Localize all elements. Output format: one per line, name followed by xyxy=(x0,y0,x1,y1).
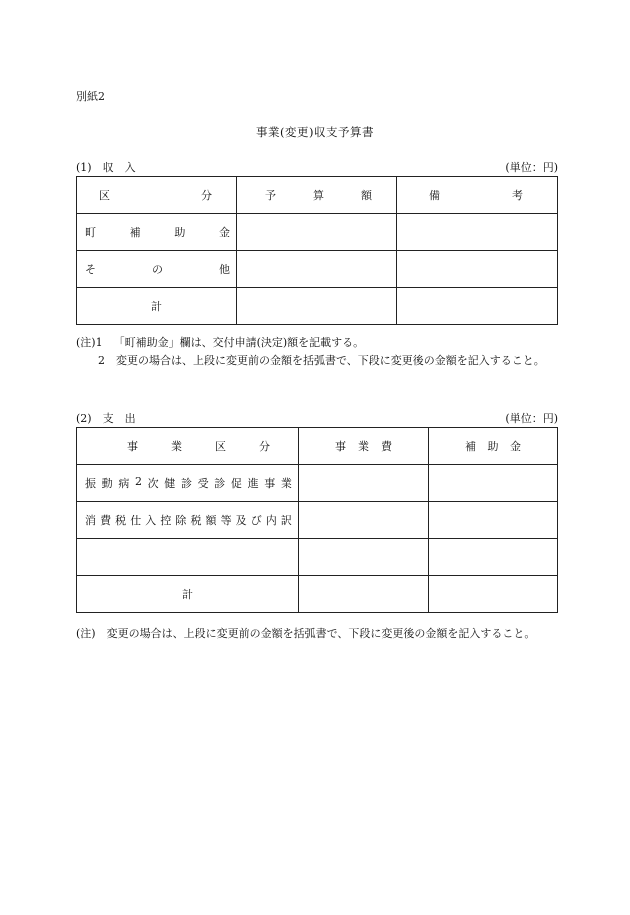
income-budget-cell[interactable] xyxy=(237,251,397,288)
char: 健 xyxy=(164,477,176,490)
char: 内 xyxy=(265,514,277,527)
income-header-remarks xyxy=(397,177,558,214)
note-text: 変更の場合は、上段に変更前の金額を括弧書で、下段に変更後の金額を記入すること。 xyxy=(106,627,536,640)
char: 費 xyxy=(100,514,112,527)
char: 次 xyxy=(147,477,159,490)
expense-subsidy-cell[interactable] xyxy=(429,502,558,539)
spread-text xyxy=(265,187,372,203)
char: 業 xyxy=(358,440,369,453)
spread-text xyxy=(335,438,392,454)
char: 税 xyxy=(190,514,202,527)
char: 業 xyxy=(280,477,292,490)
char: 動 xyxy=(101,477,113,490)
table-row xyxy=(77,576,558,613)
expense-heading: (2) 支 出 xyxy=(76,412,136,425)
char: 事 xyxy=(335,440,346,453)
char: 分 xyxy=(259,440,270,453)
expense-header-category xyxy=(77,428,299,465)
note-item xyxy=(76,334,562,352)
char: 補 xyxy=(129,226,141,239)
char: の xyxy=(152,263,163,276)
char: 診 xyxy=(180,477,192,490)
char: 備 xyxy=(429,189,440,202)
char: 振 xyxy=(85,477,96,490)
income-header-category xyxy=(77,177,237,214)
income-budget-cell[interactable] xyxy=(237,214,397,251)
char: 進 xyxy=(247,477,259,490)
income-total-label: 計 xyxy=(77,288,237,325)
expense-table xyxy=(76,427,558,613)
char: 税 xyxy=(115,514,127,527)
char: 業 xyxy=(171,440,182,453)
char: 訳 xyxy=(280,514,292,527)
char: 費 xyxy=(381,440,392,453)
expense-cost-cell[interactable] xyxy=(299,576,429,613)
spread-text xyxy=(85,224,230,240)
expense-unit: (単位：円) xyxy=(505,412,558,425)
income-remarks-cell[interactable] xyxy=(397,214,558,251)
char: そ xyxy=(85,263,96,276)
char: 予 xyxy=(265,189,276,202)
char: 除 xyxy=(175,514,187,527)
spread-text xyxy=(127,438,270,454)
expense-header-subsidy xyxy=(429,428,558,465)
char: 消 xyxy=(85,514,96,527)
expense-cost-cell[interactable] xyxy=(299,465,429,502)
char: 助 xyxy=(174,226,186,239)
spread-text xyxy=(99,187,212,203)
income-header-row xyxy=(77,177,558,214)
char: 金 xyxy=(218,226,230,239)
char: 金 xyxy=(510,440,521,453)
spread-text xyxy=(85,475,292,491)
expense-subsidy-cell[interactable] xyxy=(429,465,558,502)
expense-row-label xyxy=(77,502,299,539)
expense-cost-cell[interactable] xyxy=(299,539,429,576)
expense-row-label[interactable] xyxy=(77,539,299,576)
char: 区 xyxy=(99,189,110,202)
income-header-budget xyxy=(237,177,397,214)
spread-text xyxy=(85,261,230,277)
expense-row-label xyxy=(77,465,299,502)
expense-cost-cell[interactable] xyxy=(299,502,429,539)
expense-header-cost xyxy=(299,428,429,465)
spread-text xyxy=(465,438,521,454)
income-row-label xyxy=(77,251,237,288)
expense-subsidy-cell[interactable] xyxy=(429,539,558,576)
char: 補 xyxy=(465,440,476,453)
char: 受 xyxy=(197,477,209,490)
char: 額 xyxy=(361,189,372,202)
char: 2 xyxy=(134,475,142,488)
income-remarks-cell[interactable] xyxy=(397,288,558,325)
income-table xyxy=(76,176,558,325)
table-row xyxy=(77,465,558,502)
char: 控 xyxy=(160,514,172,527)
char: 促 xyxy=(230,477,242,490)
note-lead: (注) xyxy=(76,627,107,640)
char: 額 xyxy=(205,514,217,527)
char: 助 xyxy=(487,440,499,453)
expense-header-row xyxy=(77,428,558,465)
char: び xyxy=(250,514,262,527)
spread-text xyxy=(429,187,523,203)
income-remarks-cell[interactable] xyxy=(397,251,558,288)
char: 他 xyxy=(219,263,230,276)
note-item xyxy=(76,625,562,643)
table-row xyxy=(77,539,558,576)
document-title: 事業(変更)収支予算書 xyxy=(256,125,374,139)
table-row xyxy=(77,288,558,325)
note-lead: (注)1 xyxy=(76,336,114,349)
page-label: 別紙2 xyxy=(76,90,105,103)
expense-subsidy-cell[interactable] xyxy=(429,576,558,613)
char: 事 xyxy=(264,477,276,490)
note-text: 「町補助金」欄は、交付申請(決定)額を記載する。 xyxy=(113,336,365,349)
char: 入 xyxy=(145,514,157,527)
char: 等 xyxy=(220,514,232,527)
table-row xyxy=(77,251,558,288)
char: 分 xyxy=(201,189,212,202)
char: 仕 xyxy=(130,514,142,527)
char: 考 xyxy=(512,189,523,202)
expense-notes xyxy=(76,625,562,643)
char: 町 xyxy=(85,226,96,239)
table-row xyxy=(77,502,558,539)
income-unit: (単位：円) xyxy=(505,161,558,174)
note-lead: 2 xyxy=(76,354,116,367)
char: 診 xyxy=(214,477,226,490)
income-heading: (1) 収 入 xyxy=(76,161,136,174)
spread-text xyxy=(85,512,292,528)
note-text: 変更の場合は、上段に変更前の金額を括弧書で、下段に変更後の金額を記入すること。 xyxy=(116,354,545,367)
char: 算 xyxy=(313,189,324,202)
char: 及 xyxy=(235,514,247,527)
char: 区 xyxy=(215,440,226,453)
income-notes xyxy=(76,334,562,370)
expense-total-label: 計 xyxy=(77,576,299,613)
char: 事 xyxy=(127,440,138,453)
income-row-label xyxy=(77,214,237,251)
note-item xyxy=(76,352,562,370)
char: 病 xyxy=(118,477,130,490)
table-row xyxy=(77,214,558,251)
income-budget-cell[interactable] xyxy=(237,288,397,325)
